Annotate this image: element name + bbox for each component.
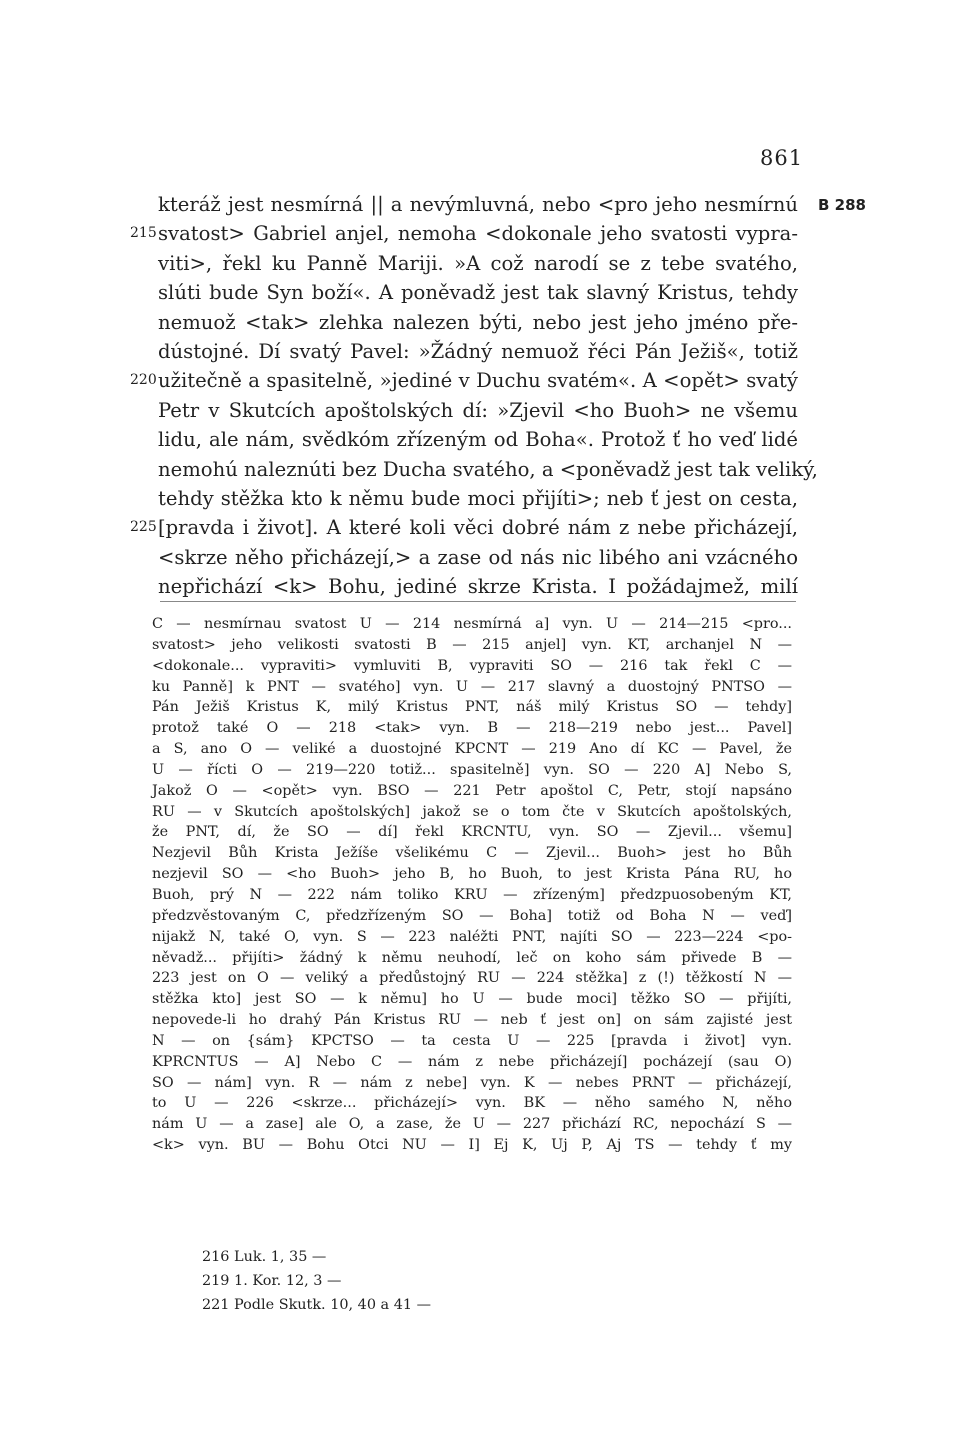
line-number: 215 [130, 225, 157, 242]
line-text: [pravda i život]. A které koli věci dobré nám z nebe přicházejí, [158, 516, 798, 540]
apparatus-line: ku Panně] k PNT — svatého] vyn. U — 217 slavný a duostojný PNTSO — [152, 678, 792, 695]
apparatus-line: něvadž... přijíti> žádný k němu neuhodí, leč on koho sám přivede B — [152, 949, 792, 966]
apparatus-line: nám U — a zase] ale O, a zase, že U — 227 přichází RC, nepochází S — [152, 1116, 792, 1133]
main-line [158, 337, 798, 366]
apparatus-line: svatost> jeho velikosti svatosti B — 215 anjel] vyn. KT, archanjel N — [152, 636, 792, 653]
apparatus-line: C — nesmírnau svatost U — 214 nesmírná a] vyn. U — 214—215 <pro... [152, 616, 792, 632]
main-text [130, 190, 866, 601]
apparatus-line: nijakž N, také O, vyn. S — 223 naléžti PNT, najíti SO — 223—224 <po- [152, 928, 792, 945]
line-text: dústojné. Dí svatý Pavel: »Žádný nemuož řéci Pán Ježiš«, totiž [158, 339, 798, 363]
line-text: tehdy stěžka kto k němu bude moci přijíti>; neb ť jest on cesta, [158, 486, 798, 510]
apparatus-line: protož také O — 218 <tak> vyn. B — 218—219 nebo jest... Pavel] [152, 720, 792, 737]
main-line [158, 190, 866, 219]
main-line [130, 366, 798, 395]
main-line [158, 308, 798, 337]
apparatus-line: <k> vyn. BU — Bohu Otci NU — I] Ej K, Uj P, Aj TS — tehdy ť my [152, 1137, 792, 1154]
source-line: 219 1. Kor. 12, 3 — [202, 1273, 342, 1289]
apparatus-line: SO — nám] vyn. R — nám z nebe] vyn. K — nebes PRNT — přicházejí, [152, 1074, 792, 1091]
line-text: svatost> Gabriel anjel, nemoha <dokonale jeho svatosti vypra- [158, 222, 798, 246]
apparatus-line: nezjevil SO — <ho Buoh> jeho B, ho Buoh, to jest Krista Pána RU, ho [152, 866, 792, 883]
apparatus-line: a S, ano O — veliké a duostojné KPCNT — 219 Ano dí KC — Pavel, že [152, 741, 792, 758]
apparatus-line: Nezjevil Bůh Krista Ježíše všelikému C — Zjevil... Buoh> jest ho Bůh [152, 845, 792, 862]
line-text: <skrze něho přicházejí,> a zase od nás nic libého ani vzácného [158, 545, 798, 569]
line-text: kteráž jest nesmírná || a nevýmluvná, nebo <pro jeho nesmírnú [158, 193, 798, 216]
line-number: 220 [130, 372, 157, 389]
line-number: 225 [130, 519, 157, 536]
apparatus-line: předzvěstovaným C, předzřízeným SO — Boha] totiž od Boha N — veď] [152, 907, 792, 924]
source-line: 216 Luk. 1, 35 — [202, 1249, 327, 1265]
source-line: 221 Podle Skutk. 10, 40 a 41 — [202, 1297, 431, 1313]
line-text: lidu, ale nám, svědkóm zřízeným od Boha«. Protož ť ho veď lidé [158, 428, 798, 452]
main-line [158, 425, 798, 454]
apparatus-line: to U — 226 <skrze... přicházejí> vyn. BK — něho samého N, něho [152, 1095, 792, 1112]
main-line [130, 219, 798, 248]
main-line [158, 543, 798, 572]
apparatus-line: RU — v Skutcích apoštolských] jakož se o tom čte v Skutcích apoštolských, [152, 803, 792, 820]
apparatus-line: 223 jest on O — veliký a předůstojný RU — 224 stěžka] z (!) těžkostí N — [152, 970, 792, 987]
apparatus-line: nepovede-li ho drahý Pán Kristus RU — neb ť jest on] on sám zajisté jest [152, 1012, 792, 1029]
apparatus-line: <dokonale... vypraviti> vymluviti B, vypraviti SO — 216 tak řekl C — [152, 657, 792, 674]
margin-reference: B 288 [818, 196, 866, 214]
line-text: nepřichází <k> Bohu, jediné skrze Krista. I požádajmež, milí [158, 575, 798, 599]
source-notes [202, 1245, 602, 1317]
critical-apparatus [152, 614, 792, 1156]
main-line [158, 396, 798, 425]
line-text: slúti bude Syn boží«. A poněvadž jest tak slavný Kristus, tehdy [158, 281, 798, 305]
line-text: viti>, řekl ku Panně Mariji. »A což narodí se z tebe svatého, [158, 251, 798, 275]
line-text: užitečně a spasitelně, »jediné v Duchu svatém«. A <opět> svatý [158, 369, 798, 393]
line-text: nemuož <tak> zlehka nalezen býti, nebo jest jeho jméno pře- [158, 310, 798, 334]
line-text: nemohú naleznúti bez Ducha svatého, a <poněvadž jest tak veliký, [158, 457, 818, 481]
apparatus-line: KPRCNTUS — A] Nebo C — nám z nebe přicházejí] pocházejí (sau O) [152, 1053, 792, 1070]
footnote-divider [160, 601, 796, 602]
apparatus-line: Pán Ježiš Kristus K, milý Kristus PNT, náš milý Kristus SO — tehdy] [152, 699, 792, 716]
apparatus-line: Jakož O — <opět> vyn. BSO — 221 Petr apoštol C, Petr, stojí napsáno [152, 782, 792, 799]
main-line [158, 484, 798, 513]
main-line [158, 249, 798, 278]
apparatus-line: stěžka kto] jest SO — k němu] ho U — bude moci] těžko SO — přijíti, [152, 991, 792, 1008]
main-line [158, 455, 818, 484]
main-line [130, 513, 798, 542]
apparatus-line: že PNT, dí, že SO — dí] řekl KRCNTU, vyn. SO — Zjevil... všemu] [152, 824, 792, 841]
line-text: Petr v Skutcích apoštolských dí: »Zjevil <ho Buoh> ne všemu [158, 398, 798, 422]
apparatus-line: N — on {sám} KPCTSO — ta cesta U — 225 [pravda i život] vyn. [152, 1032, 792, 1049]
apparatus-line: U — řícti O — 219—220 totiž... spasitelně] vyn. SO — 220 A] Nebo S, [152, 761, 792, 778]
main-line [158, 278, 798, 307]
main-line [158, 572, 798, 601]
page-number: 861 [760, 146, 804, 170]
apparatus-line: Buoh, prý N — 222 nám toliko KRU — zřízeným] předzpuosobeným KT, [152, 886, 792, 903]
